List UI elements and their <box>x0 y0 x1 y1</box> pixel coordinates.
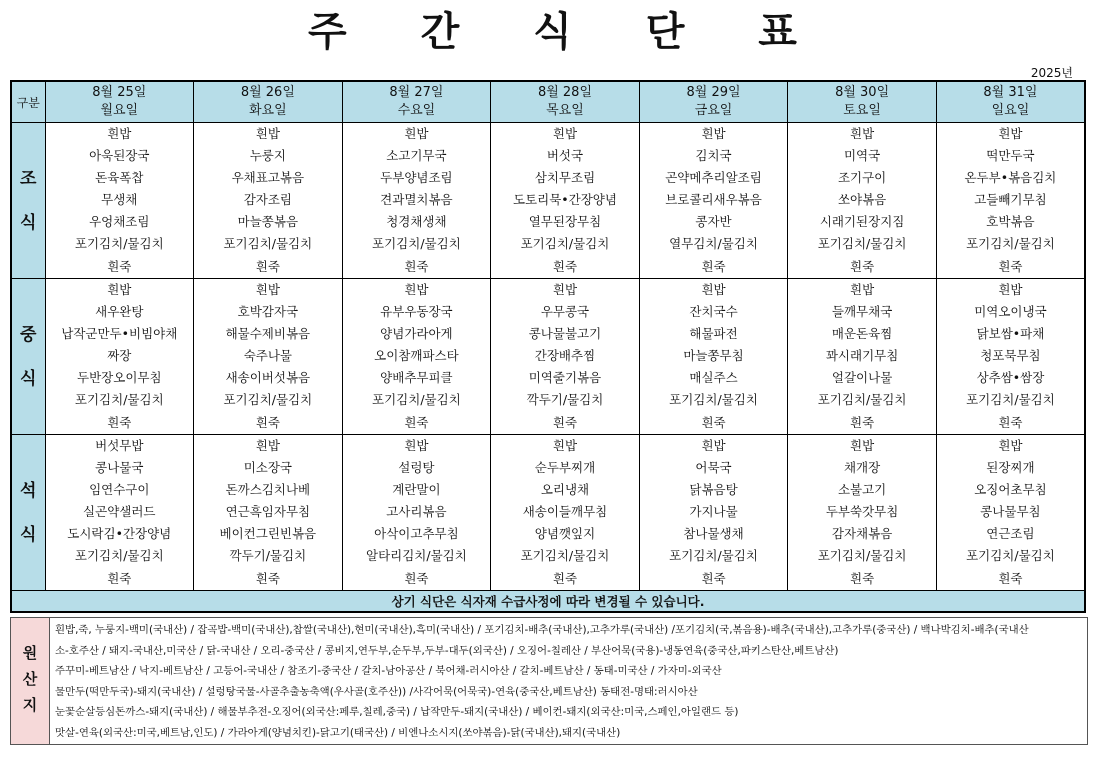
menu-item: 콩나물무침 <box>980 504 1041 520</box>
menu-item: 흰죽 <box>850 570 875 586</box>
meal-label <box>11 279 45 435</box>
day-weekday: 화요일 <box>249 103 287 118</box>
menu-item: 흰밥 <box>404 438 429 453</box>
menu-item: 흰밥 <box>850 438 875 453</box>
menu-item: 흰밥 <box>404 126 429 141</box>
menu-item: 된장찌개 <box>986 460 1035 476</box>
menu-item: 열무된장무침 <box>528 214 602 230</box>
menu-item: 버섯무밥 <box>95 438 144 453</box>
menu-cell <box>194 123 343 279</box>
day-date: 8월 27일 <box>389 85 444 100</box>
menu-item: 순두부찌개 <box>534 460 596 476</box>
menu-item: 포기김치/물김치 <box>372 236 461 252</box>
menu-item: 흰밥 <box>850 282 875 297</box>
menu-item: 들깨무채국 <box>831 304 893 320</box>
meal-label-char: 중 <box>20 324 37 345</box>
day-weekday: 토요일 <box>843 103 881 118</box>
menu-item: 흰밥 <box>404 282 429 297</box>
menu-item: 김치국 <box>695 148 732 164</box>
menu-item: 포기김치/물김치 <box>223 392 313 408</box>
day-header <box>788 81 937 123</box>
menu-item: 흰밥 <box>701 438 726 453</box>
menu-item: 열무김치/물김치 <box>669 236 758 252</box>
menu-item: 콩나물불고기 <box>528 326 602 342</box>
menu-item: 흰밥 <box>107 126 132 141</box>
menu-cell <box>491 435 640 591</box>
menu-item: 꽈시래기무침 <box>825 348 899 364</box>
menu-item: 흰죽 <box>404 258 429 274</box>
menu-cell <box>342 279 491 435</box>
menu-item: 양배추무피클 <box>380 370 453 386</box>
menu-item: 소고기무국 <box>386 148 447 164</box>
day-header <box>936 81 1085 123</box>
menu-cell <box>194 435 343 591</box>
menu-item: 호박볶음 <box>986 214 1035 230</box>
menu-item: 흰밥 <box>552 438 578 453</box>
menu-item: 잔치국수 <box>689 304 738 320</box>
menu-item: 설렁탕 <box>398 460 435 476</box>
origin-section <box>10 617 1088 745</box>
origin-label-char: 원 <box>22 644 38 662</box>
day-weekday: 월요일 <box>100 103 139 118</box>
menu-item: 흰밥 <box>255 438 280 453</box>
weekly-menu-table <box>10 80 1086 613</box>
menu-item: 흰죽 <box>107 414 132 430</box>
menu-item: 포기김치/물김치 <box>372 392 461 408</box>
menu-item: 흰밥 <box>107 282 132 297</box>
origin-line: 소-호주산 / 돼지-국내산,미국산 / 닭-국내산 / 오리-중국산 / 콩비지,연두부,순두부,두부-대두(외국산) / 오징어-칠레산 / 부산어묵(국용)-냉동연육(중국산,파키스탄산,베트남산) <box>55 644 839 657</box>
menu-item: 납작군만두•비빔야채 <box>61 326 178 342</box>
menu-item: 오이참깨파스타 <box>374 348 459 364</box>
menu-item: 우무콩국 <box>540 304 590 320</box>
menu-item: 포기김치/물김치 <box>520 236 610 252</box>
menu-item: 흰죽 <box>701 258 726 274</box>
menu-item: 미역국 <box>843 148 881 164</box>
header-row <box>11 81 1085 123</box>
menu-cell <box>45 279 194 435</box>
menu-item: 포기김치/물김치 <box>223 236 313 252</box>
menu-item: 두부양념조림 <box>380 170 453 186</box>
menu-item: 온두부•볶음김치 <box>964 170 1057 186</box>
menu-item: 연근흑임자무침 <box>225 504 311 520</box>
menu-item: 도시락김•간장양념 <box>67 526 172 542</box>
day-header <box>639 81 788 123</box>
menu-item: 흰죽 <box>404 570 429 586</box>
day-weekday: 목요일 <box>546 103 584 118</box>
menu-cell <box>936 279 1085 435</box>
menu-item: 깍두기/물김치 <box>229 548 307 564</box>
menu-item: 참나물생채 <box>683 526 744 542</box>
menu-cell <box>788 435 937 591</box>
meal-label-char: 식 <box>20 212 37 233</box>
meal-label-char: 조 <box>20 168 37 189</box>
menu-item: 유부우동장국 <box>380 304 453 320</box>
menu-item: 돈육폭찹 <box>95 170 144 186</box>
origin-lines <box>55 620 1085 744</box>
gubun-header: 구분 <box>11 81 45 123</box>
menu-item: 돈까스김치나베 <box>225 482 311 498</box>
menu-item: 흰죽 <box>552 414 578 430</box>
menu-item: 콩나물국 <box>95 460 144 476</box>
menu-cell <box>936 435 1085 591</box>
origin-label-char: 산 <box>22 670 38 688</box>
menu-item: 흰죽 <box>998 414 1023 430</box>
menu-item: 청경채생채 <box>386 214 447 230</box>
menu-cell <box>788 123 937 279</box>
day-header <box>194 81 343 123</box>
menu-item: 포기김치/물김치 <box>966 392 1055 408</box>
menu-item: 포기김치/물김치 <box>817 236 907 252</box>
origin-line: 물만두(떡만두국)-돼지(국내산) / 설렁탕국물-사골추출농축액(우사골(호주산)) /사각어묵(어묵국)-연육(중국산,베트남산) 동태전-명태:러시아산 <box>55 685 698 698</box>
menu-item: 포기김치/물김치 <box>966 236 1055 252</box>
menu-item: 오징어초무침 <box>974 482 1047 498</box>
menu-item: 해물파전 <box>689 326 738 342</box>
menu-item: 흰죽 <box>701 414 726 430</box>
menu-item: 마늘쫑무침 <box>683 348 744 364</box>
menu-item: 버섯국 <box>546 148 584 164</box>
day-date: 8월 25일 <box>92 85 147 100</box>
menu-cell <box>639 279 788 435</box>
menu-item: 미소장국 <box>243 460 292 476</box>
origin-line: 주꾸미-베트남산 / 낙지-베트남산 / 고등어-국내산 / 참조기-중국산 / 갈치-남아공산 / 북어채-러시아산 / 갈치-베트남산 / 동태-미국산 / 가자미-외국산 <box>55 665 722 678</box>
menu-item: 흰죽 <box>850 414 875 430</box>
menu-cell <box>936 123 1085 279</box>
menu-item: 흰죽 <box>404 414 429 430</box>
menu-item: 미역오이냉국 <box>974 304 1047 320</box>
menu-item: 포기김치/물김치 <box>669 548 758 564</box>
menu-item: 흰밥 <box>552 282 578 297</box>
menu-item: 양념깻잎지 <box>534 526 596 542</box>
menu-item: 흰죽 <box>701 570 726 586</box>
menu-item: 우엉채조림 <box>89 214 150 230</box>
menu-item: 흰죽 <box>552 258 578 274</box>
menu-item: 매운돈육찜 <box>831 326 893 342</box>
menu-item: 매실주스 <box>689 370 738 386</box>
menu-item: 두부쑥갓무침 <box>825 504 899 520</box>
day-weekday: 수요일 <box>397 103 436 118</box>
menu-item: 삼치무조림 <box>534 170 596 186</box>
page-title: 주 간 식 단 표 <box>308 9 827 55</box>
origin-line: 맛살-연육(외국산:미국,베트남,인도) / 가라아게(양념치킨)-닭고기(태국산) / 비엔나소시지(쏘야볶음)-닭(국내산),돼지(국내산) <box>55 726 621 739</box>
menu-item: 조기구이 <box>837 170 887 186</box>
day-date: 8월 28일 <box>537 85 592 100</box>
notice-row <box>11 591 1085 613</box>
menu-item: 베이컨그린빈볶음 <box>219 526 317 542</box>
menu-cell <box>342 123 491 279</box>
meal-row <box>11 279 1085 435</box>
menu-item: 포기김치/물김치 <box>669 392 758 408</box>
menu-cell <box>491 123 640 279</box>
day-date: 8월 31일 <box>983 85 1038 100</box>
menu-item: 고들빼기무침 <box>974 192 1047 208</box>
menu-item: 흰밥 <box>998 282 1023 297</box>
menu-item: 소불고기 <box>837 482 887 498</box>
menu-item: 포기김치/물김치 <box>966 548 1055 564</box>
menu-item: 채개장 <box>843 460 881 476</box>
menu-cell <box>788 279 937 435</box>
menu-item: 흰밥 <box>998 126 1023 141</box>
menu-item: 포기김치/물김치 <box>520 548 610 564</box>
menu-item: 깍두기/물김치 <box>526 392 604 408</box>
menu-item: 흰밥 <box>701 282 726 297</box>
origin-label <box>11 618 50 744</box>
menu-item: 상추쌈•쌈장 <box>976 370 1045 386</box>
menu-item: 흰밥 <box>255 126 280 141</box>
year-label: 2025년 <box>1030 66 1073 80</box>
menu-item: 흰밥 <box>850 126 875 141</box>
origin-label-char: 지 <box>22 696 38 714</box>
menu-item: 오리냉채 <box>540 482 590 498</box>
menu-item: 양념가라아게 <box>380 326 453 342</box>
menu-item: 마늘쫑볶음 <box>237 214 299 230</box>
menu-item: 우채표고볶음 <box>231 170 305 186</box>
menu-item: 감자채볶음 <box>831 526 893 542</box>
menu-item: 임연수구이 <box>89 482 150 498</box>
menu-item: 흰죽 <box>107 570 132 586</box>
day-date: 8월 30일 <box>835 85 890 100</box>
menu-item: 두반장오이무침 <box>77 370 162 386</box>
menu-item: 감자조림 <box>243 192 292 208</box>
menu-item: 포기김치/물김치 <box>74 548 164 564</box>
menu-item: 흰죽 <box>850 258 875 274</box>
menu-item: 흰죽 <box>255 258 280 274</box>
day-weekday: 금요일 <box>694 103 733 118</box>
menu-item: 포기김치/물김치 <box>817 548 907 564</box>
day-header <box>491 81 640 123</box>
menu-item: 무생채 <box>101 192 138 208</box>
menu-item: 간장배추찜 <box>534 348 596 364</box>
menu-item: 흰죽 <box>255 570 280 586</box>
menu-item: 어묵국 <box>695 460 732 476</box>
menu-item: 아삭이고추무침 <box>374 526 459 542</box>
menu-item: 얼갈이나물 <box>831 370 893 386</box>
menu-item: 청포묵무침 <box>980 348 1041 364</box>
meal-label-char: 식 <box>20 524 37 545</box>
menu-item: 포기김치/물김치 <box>74 236 164 252</box>
day-weekday: 일요일 <box>991 103 1030 118</box>
menu-item: 흰죽 <box>998 570 1023 586</box>
menu-item: 새송이버섯볶음 <box>225 370 311 386</box>
menu-item: 호박감자국 <box>237 304 299 320</box>
menu-item: 포기김치/물김치 <box>74 392 164 408</box>
menu-cell <box>342 435 491 591</box>
menu-item: 흰죽 <box>255 414 280 430</box>
menu-cell <box>194 279 343 435</box>
meal-label-char: 식 <box>20 368 37 389</box>
menu-item: 곤약메추리알조림 <box>665 170 762 186</box>
menu-item: 흰죽 <box>552 570 578 586</box>
day-date: 8월 26일 <box>240 85 295 100</box>
meal-row <box>11 435 1085 591</box>
menu-item: 짜장 <box>107 348 132 364</box>
menu-cell <box>45 435 194 591</box>
notice-text: 상기 식단은 식자재 수급사정에 따라 변경될 수 있습니다. <box>11 591 1085 613</box>
menu-item: 가지나물 <box>689 504 738 520</box>
menu-cell <box>639 123 788 279</box>
menu-item: 아욱된장국 <box>89 148 150 164</box>
menu-item: 도토리묵•간장양념 <box>512 192 617 208</box>
menu-item: 흰밥 <box>552 126 578 141</box>
menu-item: 숙주나물 <box>243 348 292 364</box>
day-header <box>45 81 194 123</box>
menu-item: 흰밥 <box>255 282 280 297</box>
menu-item: 시래기된장지짐 <box>819 214 905 230</box>
menu-item: 계란말이 <box>392 482 441 498</box>
menu-item: 흰죽 <box>107 258 132 274</box>
menu-item: 견과멸치볶음 <box>380 192 453 208</box>
menu-item: 흰죽 <box>998 258 1023 274</box>
menu-cell <box>639 435 788 591</box>
menu-item: 떡만두국 <box>986 148 1035 164</box>
day-date: 8월 29일 <box>686 85 741 100</box>
origin-line: 흰밥,죽, 누룽지-백미(국내산) / 잡곡밥-백미(국내산),찹쌀(국내산),현미(국내산),흑미(국내산) / 포기김치-배추(국내산),고추가루(국내산) /포기김치(국,볶음용)-배추(국내산),고추가루(중국산) / 백나박김치-배추(국내산 <box>55 624 1029 636</box>
menu-item: 콩자반 <box>695 214 732 230</box>
origin-line: 눈꽃순살등심돈까스-돼지(국내산) / 해물부추전-오징어(외국산:페루,칠레,중국) / 납작만두-돼지(국내산) / 베이컨-돼지(외국산:미국,스페인,아일랜드 등) <box>55 706 739 719</box>
menu-cell <box>45 123 194 279</box>
menu-item: 흰밥 <box>701 126 726 141</box>
menu-item: 새송이들깨무침 <box>522 504 608 520</box>
menu-item: 알타리김치/물김치 <box>366 548 467 564</box>
menu-item: 새우완탕 <box>95 304 144 320</box>
meal-row <box>11 123 1085 279</box>
menu-item: 브로콜리새우볶음 <box>665 192 762 208</box>
menu-item: 누룽지 <box>249 148 286 164</box>
menu-item: 고사리볶음 <box>386 504 447 520</box>
menu-cell <box>491 279 640 435</box>
menu-item: 실곤약샐러드 <box>83 504 156 520</box>
menu-item: 흰밥 <box>998 438 1023 453</box>
meal-label-char: 석 <box>20 480 37 501</box>
menu-item: 연근조림 <box>986 526 1035 542</box>
menu-item: 미역줄기볶음 <box>528 370 602 386</box>
meal-label <box>11 435 45 591</box>
menu-item: 해물수제비볶음 <box>225 326 311 342</box>
menu-item: 닭보쌈•파채 <box>976 326 1045 342</box>
menu-item: 닭볶음탕 <box>689 482 738 498</box>
meal-label <box>11 123 45 279</box>
menu-item: 포기김치/물김치 <box>817 392 907 408</box>
day-header <box>342 81 491 123</box>
menu-item: 쏘야볶음 <box>837 192 887 208</box>
